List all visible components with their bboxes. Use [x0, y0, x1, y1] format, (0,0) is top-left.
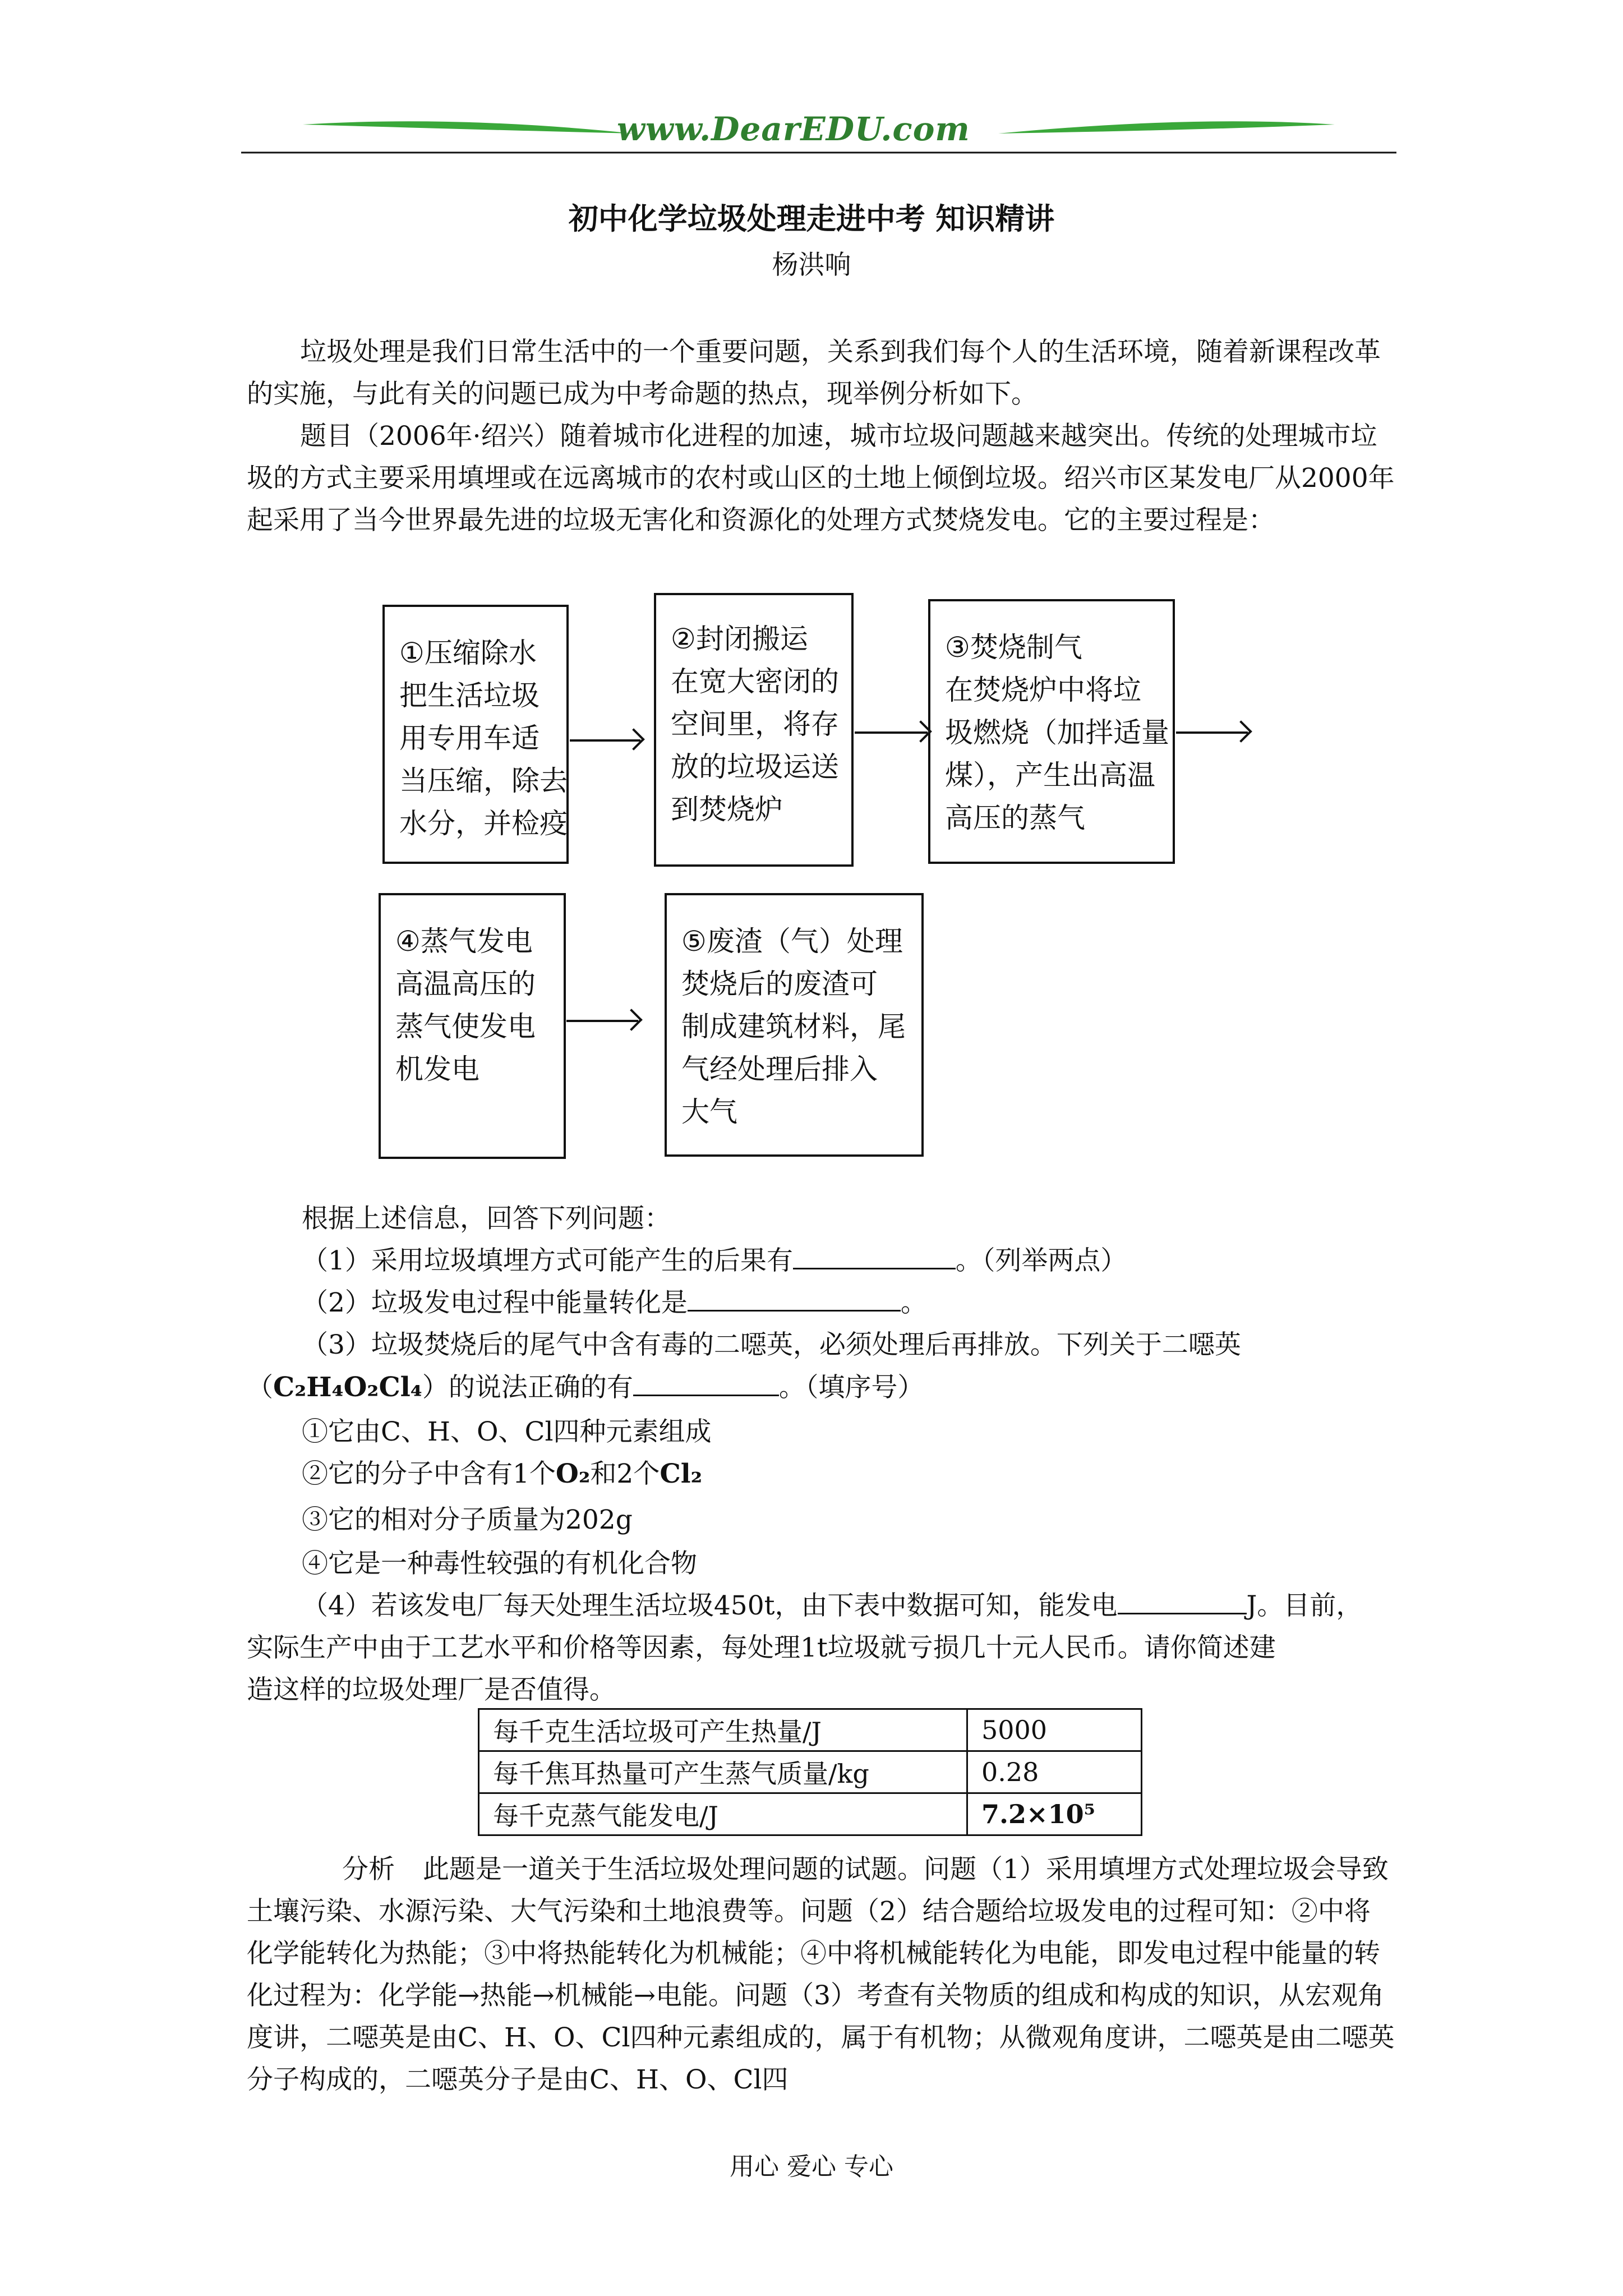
flow-step-1: ①压缩除水 把生活垃圾 用专用车适 当压缩，除去 水分，并检疫: [382, 605, 569, 864]
option-4: ④它是一种毒性较强的有机化合物: [302, 1548, 697, 1579]
question-4-line-1: （4）若该发电厂每天处理生活垃圾450t，由下表中数据可知，能发电 J。目前，: [302, 1590, 1363, 1621]
data-table: [478, 1708, 1142, 1836]
intro-paragraph-2: 题目（2006年·绍兴）随着城市化进程的加速，城市垃圾问题越来越突出。传统的处理城市垃圾的方式主要采用填埋或在远离城市的农村或山区的土地上倾倒垃圾。绍兴市区某发电厂从2000年起采用了当今世界最先进的垃圾无害化和资源化的处理方式焚烧发电。它的主要过程是：: [247, 421, 1395, 536]
table-cell-label: 每千克蒸气能发电/J: [479, 1793, 967, 1835]
question-3-line-1: （3）垃圾焚烧后的尾气中含有毒的二噁英，必须处理后再排放。下列关于二噁英: [302, 1329, 1241, 1360]
answer-blank[interactable]: [633, 1372, 779, 1396]
right-swoosh-icon: [998, 121, 1335, 134]
flow-step-5: ⑤废渣（气）处理 焚烧后的废渣可 制成建筑材料，尾 气经处理后排入 大气: [665, 893, 924, 1157]
question-2: （2）垃圾发电过程中能量转化是 。: [302, 1287, 927, 1318]
intro-paragraph-1: 垃圾处理是我们日常生活中的一个重要问题，关系到我们每个人的生活环境，随着新课程改革的实施，与此有关的问题已成为中考命题的热点，现举例分析如下。: [247, 337, 1381, 409]
question-1: （1）采用垃圾填埋方式可能产生的后果有 。（列举两点）: [302, 1245, 1127, 1276]
flow-step-2: ②封闭搬运 在宽大密闭的 空间里，将存 放的垃圾运送 到焚烧炉: [654, 593, 854, 867]
table-cell-label: 每千克生活垃圾可产生热量/J: [479, 1709, 967, 1751]
question-4-line-3: 造这样的垃圾处理厂是否值得。: [247, 1674, 616, 1705]
table-cell-value: 0.28: [967, 1751, 1142, 1793]
table-cell-value: 7.2×10⁵: [967, 1793, 1142, 1835]
arrow-right-icon: [1176, 731, 1248, 734]
table-row: [479, 1751, 1142, 1793]
page-title: 初中化学垃圾处理走进中考 知识精讲: [568, 201, 1055, 236]
dioxin-formula: C₂H₄O₂Cl₄: [273, 1372, 422, 1403]
analysis-label: 分析: [342, 1854, 395, 1885]
answer-blank[interactable]: [793, 1245, 956, 1269]
table-cell-value: 5000: [967, 1709, 1142, 1751]
option-2: ②它的分子中含有1个O₂和2个Cl₂: [302, 1458, 703, 1489]
question-3-line-2: （C₂H₄O₂Cl₄）的说法正确的有 。（填序号）: [247, 1372, 924, 1403]
question-4-line-2: 实际生产中由于工艺水平和价格等因素，每处理1t垃圾就亏损几十元人民币。请你简述建: [247, 1632, 1276, 1663]
table-row: [479, 1793, 1142, 1835]
flow-step-3: ③焚烧制气 在焚烧炉中将垃 圾燃烧（加拌适量 煤），产生出高温 高压的蒸气: [928, 599, 1175, 864]
arrow-right-icon: [566, 1020, 638, 1022]
option-1: ①它由C、H、O、Cl四种元素组成: [302, 1416, 712, 1447]
questions-lead: 根据上述信息，回答下列问题：: [302, 1203, 671, 1234]
answer-blank[interactable]: [688, 1287, 901, 1312]
arrow-right-icon: [855, 731, 928, 734]
answer-blank[interactable]: [1118, 1590, 1247, 1614]
logo-text[interactable]: www.DearEDU.com: [617, 110, 970, 148]
option-3: ③它的相对分子质量为202g: [302, 1504, 633, 1535]
footer-text: 用心 爱心 专心: [730, 2152, 893, 2181]
flow-step-4: ④蒸气发电 高温高压的 蒸气使发电 机发电: [379, 893, 566, 1159]
table-cell-label: 每千焦耳热量可产生蒸气质量/kg: [479, 1751, 967, 1793]
table-row: [479, 1709, 1142, 1751]
author: 杨洪响: [772, 250, 851, 280]
left-swoosh-icon: [303, 121, 634, 134]
arrow-right-icon: [570, 739, 640, 742]
analysis-paragraph: 分析 此题是一道关于生活垃圾处理问题的试题。问题（1）采用填埋方式处理垃圾会导致土壤污染、水源污染、大气污染和土地浪费等。问题（2）结合题给垃圾发电的过程可知：②中将化学能转化为热能；③中将热能转化为机械能；④中将机械能转化为电能，即发电过程中能量的转化过程为：化学能→热能→机械能→电能。问题（3）考查有关物质的组成和构成的知识，从宏观角度讲，二噁英是由C、H、O、Cl四种元素组成的，属于有机物；从微观角度讲，二噁英是由二噁英分子构成的，二噁英分子是由C、H、O、Cl四: [247, 1854, 1395, 2095]
